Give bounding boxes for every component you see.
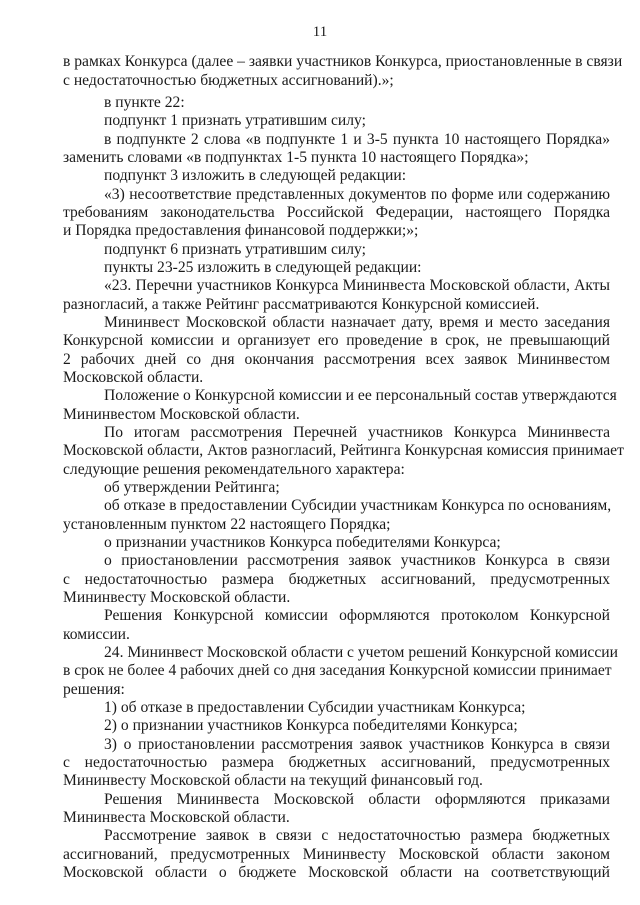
text-line: заменить словами «в подпунктах 1-5 пункта 10 настоящего Порядка»;: [63, 149, 529, 166]
text-line: комиссии.: [63, 626, 130, 643]
text-line: о признании участников Конкурса победителями Конкурса;: [104, 534, 501, 551]
text-line: Решения Мининвеста Московской области оформляются приказами: [104, 791, 610, 808]
text-line: следующие решения рекомендательного характера:: [63, 461, 405, 478]
text-line: требованиям законодательства Российской Федерации, настоящего Порядка: [63, 204, 610, 221]
text-line: в пункте 22:: [104, 94, 185, 111]
text-line: подпункт 1 признать утратившим силу;: [104, 112, 366, 129]
text-line: 3) о приостановлении рассмотрения заявок участников Конкурса в связи: [104, 736, 610, 753]
page-number: 11: [312, 24, 328, 40]
text-line: Московской области о бюджете Московской области на соответствующий: [63, 864, 610, 881]
text-line: «23. Перечни участников Конкурса Мининвеста Московской области, Акты: [104, 277, 610, 294]
text-line: Мининвесту Московской области.: [63, 589, 291, 606]
text-line: решения:: [63, 681, 125, 698]
text-line: Мининвеста Московской области.: [63, 809, 290, 826]
text-line: в рамках Конкурса (далее – заявки участников Конкурса, приостановленные в связи: [63, 53, 623, 70]
text-line: пункты 23-25 изложить в следующей редакции:: [104, 259, 422, 276]
text-line: с недостаточностью размера бюджетных ассигнований, предусмотренных: [63, 754, 610, 771]
text-line: Положение о Конкурсной комиссии и ее персональный состав утверждаются: [104, 387, 617, 404]
text-line: в подпункте 2 слова «в подпункте 1 и 3-5 пункта 10 настоящего Порядка»: [104, 131, 610, 148]
text-line: установленным пунктом 22 настоящего Порядка;: [63, 516, 391, 533]
text-line: в срок не более 4 рабочих дней со дня заседания Конкурсной комиссии принимает: [63, 662, 612, 679]
text-line: с недостаточностью размера бюджетных ассигнований, предусмотренных: [63, 571, 610, 588]
text-line: и Порядка предоставления финансовой поддержки;»;: [63, 222, 419, 239]
text-line: об утверждении Рейтинга;: [104, 479, 280, 496]
text-line: 24. Мининвест Московской области с учетом решений Конкурсной комиссии: [104, 644, 618, 661]
text-line: с недостаточностью бюджетных ассигнований).»;: [63, 72, 394, 89]
text-line: 1) об отказе в предоставлении Субсидии участникам Конкурса;: [104, 699, 526, 716]
text-line: об отказе в предоставлении Субсидии участникам Конкурса по основаниям,: [104, 497, 612, 514]
text-line: Мининвесту Московской области на текущий финансовый год.: [63, 772, 483, 789]
text-line: разногласий, а также Рейтинг рассматриваются Конкурсной комиссией.: [63, 296, 540, 313]
text-line: Московской области.: [63, 369, 204, 386]
text-line: «3) несоответствие представленных документов по форме или содержанию: [104, 186, 610, 203]
text-line: Рассмотрение заявок в связи с недостаточностью размера бюджетных: [104, 827, 610, 844]
text-line: Московской области, Актов разногласий, Рейтинга Конкурсная комиссия принимает: [63, 442, 624, 459]
text-line: По итогам рассмотрения Перечней участников Конкурса Мининвеста: [104, 424, 610, 441]
text-line: Решения Конкурсной комиссии оформляются протоколом Конкурсной: [104, 607, 610, 624]
text-line: Мининвестом Московской области.: [63, 406, 300, 423]
text-line: Конкурсной комиссии и организует его проведение в срок, не превышающий: [63, 332, 610, 349]
text-line: подпункт 6 признать утратившим силу;: [104, 241, 366, 258]
text-line: о приостановлении рассмотрения заявок участников Конкурса в связи: [104, 552, 610, 569]
text-line: 2 рабочих дней со дня окончания рассмотрения всех заявок Мининвестом: [63, 351, 610, 368]
text-line: ассигнований, предусмотренных Мининвесту Московской области законом: [63, 846, 610, 863]
text-line: подпункт 3 изложить в следующей редакции:: [104, 167, 407, 184]
text-line: 2) о признании участников Конкурса победителями Конкурса;: [104, 717, 518, 734]
text-line: Мининвест Московской области назначает дату, время и место заседания: [104, 314, 610, 331]
